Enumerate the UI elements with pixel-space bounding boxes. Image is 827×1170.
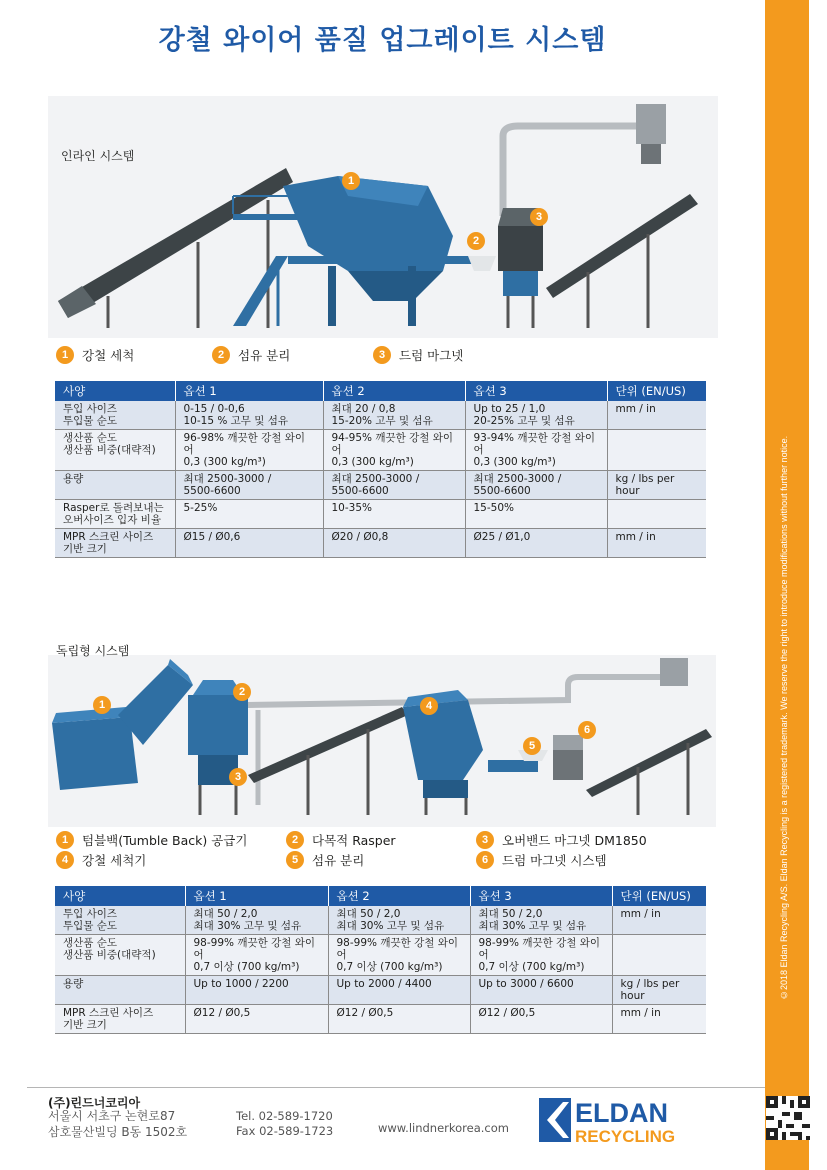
cell-line: 15-20% 고무 및 섬유 [331, 415, 433, 427]
cell-line: kg / lbs per hour [615, 473, 675, 497]
logo-recycling-text: RECYCLING [575, 1127, 676, 1144]
header-option-3: 옵션 3 [465, 381, 607, 401]
table-row [55, 1005, 706, 1034]
cell-line: 98-99% 깨끗한 강철 와이어 [193, 937, 316, 961]
legend-badge-3: 3 [476, 831, 494, 849]
cell-spec [55, 529, 175, 558]
cell-option-1 [175, 471, 323, 500]
cell-line: 최대 30% 고무 및 섬유 [478, 920, 587, 932]
cell-option-2 [328, 976, 470, 1005]
cell-line: 0-15 / 0-0,6 [183, 403, 245, 415]
address-line-1: 서울시 서초구 논현로87 [48, 1109, 176, 1123]
cell-option-3 [465, 471, 607, 500]
cell-line: 최대 2500-3000 / [473, 473, 562, 485]
cell-line: Ø20 / Ø0,8 [331, 531, 389, 543]
logo-eldan-text: ELDAN [575, 1098, 668, 1128]
standalone-spec-table [55, 886, 706, 1034]
legend-text: 섬유 분리 [312, 853, 365, 868]
cell-option-2 [328, 906, 470, 935]
legend-badge-5: 5 [286, 851, 304, 869]
cell-option-2 [323, 401, 465, 430]
cell-spec [55, 471, 175, 500]
legend-badge-3: 3 [373, 346, 391, 364]
header-unit: 단위 (EN/US) [612, 886, 706, 906]
table-row [55, 976, 706, 1005]
page-title: 강철 와이어 품질 업그레이트 시스템 [158, 25, 607, 56]
footer-divider [27, 1087, 765, 1088]
cell-line: Ø12 / Ø0,5 [478, 1007, 536, 1019]
cell-line: 5500-6600 [331, 485, 389, 497]
cell-line: 투입 사이즈 [63, 403, 118, 415]
cell-line: 5-25% [183, 502, 218, 514]
cell-option-3 [470, 1005, 612, 1034]
cell-line: 최대 30% 고무 및 섬유 [336, 920, 445, 932]
cell-line: 10-15 % 고무 및 섬유 [183, 415, 289, 427]
cell-line: 생산품 비중(대략적) [63, 949, 156, 961]
cell-option-1 [175, 430, 323, 471]
cell-line: 0,3 (300 kg/m³) [183, 456, 266, 468]
cell-line: 최대 50 / 2,0 [193, 908, 258, 920]
cell-option-1 [185, 976, 328, 1005]
cell-line: 오버사이즈 입자 비율 [63, 514, 161, 526]
inline-legend-3 [373, 346, 463, 364]
cell-line: 5500-6600 [473, 485, 531, 497]
cell-spec [55, 500, 175, 529]
standalone-system-illustration [48, 655, 716, 827]
table-row [55, 430, 706, 471]
cell-line: 최대 50 / 2,0 [336, 908, 401, 920]
standalone-section-label: 독립형 시스템 [56, 644, 130, 658]
footer-tel: Tel. 02-589-1720 [236, 1109, 333, 1123]
cell-line: 최대 2500-3000 / [331, 473, 420, 485]
inline-table-body [55, 401, 706, 558]
cell-line: MPR 스크린 사이즈 [63, 1007, 154, 1019]
cell-line: kg / lbs per hour [620, 978, 680, 1002]
cell-line: Up to 2000 / 4400 [336, 978, 432, 990]
cell-unit [607, 401, 706, 430]
cell-line: 생산품 비중(대략적) [63, 444, 156, 456]
legend-badge-4: 4 [56, 851, 74, 869]
cell-line: 15-50% [473, 502, 514, 514]
cell-line: 최대 50 / 2,0 [478, 908, 543, 920]
legend-badge-2: 2 [212, 346, 230, 364]
footer-website-link[interactable]: www.lindnerkorea.com [378, 1121, 509, 1135]
cell-option-3 [470, 976, 612, 1005]
cell-unit [612, 935, 706, 976]
cell-spec [55, 935, 185, 976]
legend-text: 강철 세척기 [82, 853, 147, 868]
inline-legend-1 [56, 346, 134, 364]
legend-badge-2: 2 [286, 831, 304, 849]
header-option-1: 옵션 1 [185, 886, 328, 906]
cell-option-1 [185, 935, 328, 976]
table-row [55, 401, 706, 430]
cell-line: 용량 [63, 473, 84, 485]
cell-unit [612, 1005, 706, 1034]
cell-line: Rasper로 돌려보내는 [63, 502, 164, 514]
header-option-1: 옵션 1 [175, 381, 323, 401]
inline-spec-table [55, 381, 706, 558]
standalone-legend-6 [476, 851, 607, 869]
cell-option-3 [465, 430, 607, 471]
cell-spec [55, 401, 175, 430]
table-header-row [55, 381, 706, 401]
standalone-legend-5 [286, 851, 364, 869]
cell-option-2 [328, 935, 470, 976]
cell-line: 투입 사이즈 [63, 908, 118, 920]
legend-text: 드럼 마그넷 [399, 348, 464, 363]
cell-option-3 [470, 906, 612, 935]
cell-line: 0,3 (300 kg/m³) [473, 456, 556, 468]
table-header-row [55, 886, 706, 906]
cell-line: Ø25 / Ø1,0 [473, 531, 531, 543]
legend-badge-6: 6 [476, 851, 494, 869]
cell-line: mm / in [620, 1007, 661, 1019]
inline-legend-2 [212, 346, 290, 364]
cell-option-3 [470, 935, 612, 976]
qr-code-icon [766, 1096, 810, 1140]
marker-2-multi-rasper: 2 [233, 683, 251, 701]
legend-badge-1: 1 [56, 831, 74, 849]
legend-text: 섬유 분리 [238, 348, 291, 363]
cell-line: Ø15 / Ø0,6 [183, 531, 241, 543]
table-row [55, 529, 706, 558]
table-row [55, 471, 706, 500]
cell-line: 98-99% 깨끗한 강철 와이어 [336, 937, 459, 961]
cell-line: Up to 3000 / 6600 [478, 978, 574, 990]
header-spec: 사양 [55, 886, 185, 906]
cell-line: 생산품 순도 [63, 432, 118, 444]
legend-text: 텀블백(Tumble Back) 공급기 [82, 833, 248, 848]
cell-line: 기반 크기 [63, 1019, 107, 1031]
cell-line: 최대 2500-3000 / [183, 473, 272, 485]
footer-address [48, 1108, 187, 1140]
inline-machine-drawing [48, 96, 718, 338]
cell-option-1 [185, 906, 328, 935]
inline-system-illustration [48, 96, 718, 338]
cell-line: 생산품 순도 [63, 937, 118, 949]
standalone-table-body [55, 906, 706, 1034]
cell-line: 10-35% [331, 502, 372, 514]
legend-text: 강철 세척 [82, 348, 135, 363]
cell-line: 0,7 이상 (700 kg/m³) [478, 961, 585, 973]
cell-option-1 [185, 1005, 328, 1034]
eldan-recycling-logo [539, 1096, 711, 1144]
cell-line: 94-95% 깨끗한 강철 와이어 [331, 432, 454, 456]
cell-unit [607, 500, 706, 529]
standalone-machine-drawing [48, 655, 716, 827]
standalone-legend-1 [56, 831, 247, 849]
cell-line: Ø12 / Ø0,5 [193, 1007, 251, 1019]
cell-unit [612, 906, 706, 935]
cell-line: 96-98% 깨끗한 강철 와이어 [183, 432, 306, 456]
footer-fax: Fax 02-589-1723 [236, 1124, 334, 1138]
marker-3-drum-magnet: 3 [530, 208, 548, 226]
cell-line: 20-25% 고무 및 섬유 [473, 415, 575, 427]
cell-line: 93-94% 깨끗한 강철 와이어 [473, 432, 596, 456]
header-option-2: 옵션 2 [323, 381, 465, 401]
cell-line: 5500-6600 [183, 485, 241, 497]
cell-option-3 [465, 529, 607, 558]
header-option-2: 옵션 2 [328, 886, 470, 906]
cell-line: 기반 크기 [63, 543, 107, 555]
header-unit: 단위 (EN/US) [607, 381, 706, 401]
cell-option-1 [175, 401, 323, 430]
cell-line: 투입물 순도 [63, 415, 118, 427]
marker-1-tumble-back-feeder: 1 [93, 696, 111, 714]
cell-option-2 [328, 1005, 470, 1034]
standalone-legend-4 [56, 851, 146, 869]
cell-unit [607, 430, 706, 471]
cell-option-3 [465, 401, 607, 430]
cell-line: 0,7 이상 (700 kg/m³) [336, 961, 443, 973]
cell-line: mm / in [615, 531, 656, 543]
marker-5-fiber-separation: 5 [523, 737, 541, 755]
footer-company-name: (주)린드너코리아 [48, 1096, 141, 1110]
cell-line: 98-99% 깨끗한 강철 와이어 [478, 937, 601, 961]
cell-line: 최대 20 / 0,8 [331, 403, 396, 415]
cell-line: mm / in [620, 908, 661, 920]
cell-line: 최대 30% 고무 및 섬유 [193, 920, 302, 932]
cell-unit [612, 976, 706, 1005]
header-spec: 사양 [55, 381, 175, 401]
marker-2-fiber-separation: 2 [467, 232, 485, 250]
marker-4-steel-washer: 4 [420, 697, 438, 715]
table-row [55, 500, 706, 529]
cell-unit [607, 529, 706, 558]
legend-badge-1: 1 [56, 346, 74, 364]
standalone-legend-3 [476, 831, 647, 849]
cell-option-2 [323, 471, 465, 500]
cell-option-3 [465, 500, 607, 529]
cell-line: Ø12 / Ø0,5 [336, 1007, 394, 1019]
header-option-3: 옵션 3 [470, 886, 612, 906]
address-line-2: 삼호물산빌딩 B동 1502호 [48, 1125, 188, 1139]
cell-line: Up to 25 / 1,0 [473, 403, 546, 415]
cell-option-1 [175, 529, 323, 558]
cell-spec [55, 906, 185, 935]
cell-option-2 [323, 500, 465, 529]
cell-line: 0,7 이상 (700 kg/m³) [193, 961, 300, 973]
cell-line: mm / in [615, 403, 656, 415]
cell-option-1 [175, 500, 323, 529]
marker-6-drum-magnet-system: 6 [578, 721, 596, 739]
inline-section-label: 인라인 시스템 [61, 149, 135, 163]
legend-text: 드럼 마그넷 시스템 [502, 853, 607, 868]
cell-line: 용량 [63, 978, 84, 990]
cell-line: Up to 1000 / 2200 [193, 978, 289, 990]
table-row [55, 906, 706, 935]
cell-spec [55, 430, 175, 471]
legend-text: 다목적 Rasper [312, 833, 396, 848]
table-row [55, 935, 706, 976]
standalone-legend-2 [286, 831, 396, 849]
cell-option-2 [323, 430, 465, 471]
marker-1-steel-wash: 1 [342, 172, 360, 190]
footer-contact [236, 1109, 333, 1139]
marker-3-overband-magnet: 3 [229, 768, 247, 786]
cell-line: 0,3 (300 kg/m³) [331, 456, 414, 468]
cell-spec [55, 976, 185, 1005]
legend-text: 오버밴드 마그넷 DM1850 [502, 833, 647, 848]
cell-unit [607, 471, 706, 500]
cell-line: MPR 스크린 사이즈 [63, 531, 154, 543]
cell-option-2 [323, 529, 465, 558]
cell-spec [55, 1005, 185, 1034]
copyright-note: ©2018 Eldan Recycling A/S. Eldan Recycling is a registered trademark. We reserve the right to introduce modifications without further notice. [779, 435, 789, 1000]
eldan-logo-icon [539, 1096, 711, 1144]
cell-line: 투입물 순도 [63, 920, 118, 932]
